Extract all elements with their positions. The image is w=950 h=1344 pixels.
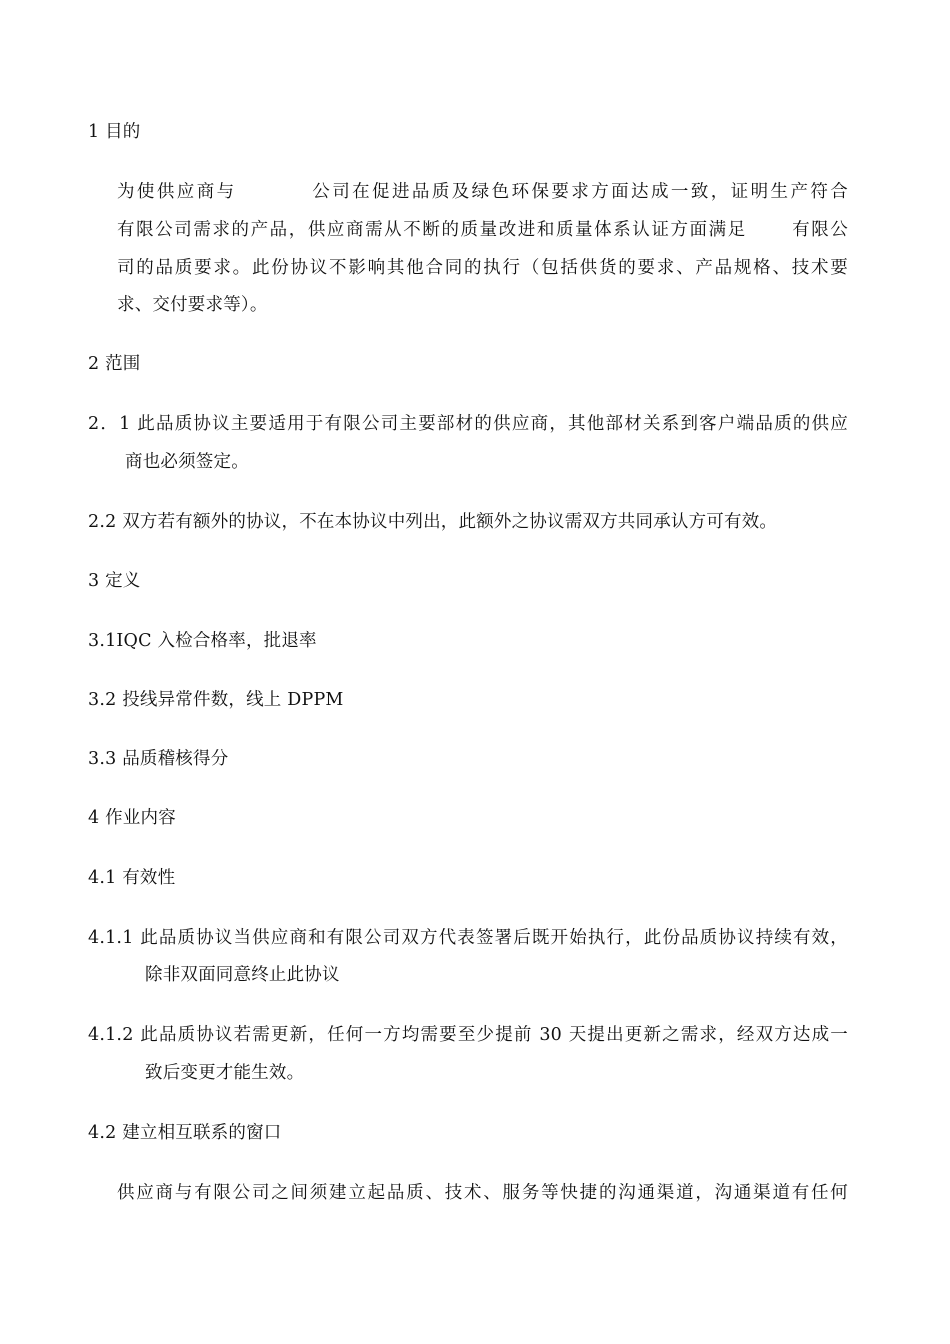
- clause-2-1-line-2: 商也必须签定。: [125, 452, 249, 472]
- clause-3-3: 3.3 品质稽核得分: [88, 749, 229, 769]
- clause-4-2-paragraph-line-1: 供应商与有限公司之间须建立起品质、技术、服务等快捷的沟通渠道，沟通渠道有任何: [117, 1183, 848, 1203]
- section-heading-purpose: 1 目的: [88, 122, 141, 142]
- clause-4-1-1-line-1: 4.1.1 此品质协议当供应商和有限公司双方代表签署后既开始执行，此份品质协议持续有效，: [88, 928, 848, 948]
- clause-4-1-1-line-2: 除非双面同意终止此协议: [145, 965, 340, 985]
- purpose-paragraph-line-4: 求、交付要求等）。: [117, 295, 268, 315]
- purpose-paragraph-line-1: 为使供应商与 公司在促进品质及绿色环保要求方面达成一致，证明生产符合: [117, 182, 848, 202]
- section-heading-work-content: 4 作业内容: [88, 808, 176, 828]
- clause-3-1: 3.1IQC 入检合格率，批退率: [88, 631, 317, 651]
- section-heading-scope: 2 范围: [88, 354, 141, 374]
- clause-3-2: 3.2 投线异常件数，线上 DPPM: [88, 690, 344, 710]
- clause-4-1: 4.1 有效性: [88, 868, 176, 888]
- clause-2-1-line-1: 2．1 此品质协议主要适用于有限公司主要部材的供应商，其他部材关系到客户端品质的供应: [88, 414, 848, 434]
- section-heading-definitions: 3 定义: [88, 571, 141, 591]
- purpose-paragraph-line-2: 有限公司需求的产品，供应商需从不断的质量改进和质量体系认证方面满足 有限公: [117, 220, 848, 240]
- clause-2-2: 2.2 双方若有额外的协议，不在本协议中列出，此额外之协议需双方共同承认方可有效。: [88, 512, 778, 532]
- clause-4-1-2-line-1: 4.1.2 此品质协议若需更新，任何一方均需要至少提前 30 天提出更新之需求，经双方达成一: [88, 1025, 848, 1045]
- clause-4-1-2-line-2: 致后变更才能生效。: [145, 1063, 305, 1083]
- clause-4-2: 4.2 建立相互联系的窗口: [88, 1123, 282, 1143]
- purpose-paragraph-line-3: 司的品质要求。此份协议不影响其他合同的执行（包括供货的要求、产品规格、技术要: [117, 258, 848, 278]
